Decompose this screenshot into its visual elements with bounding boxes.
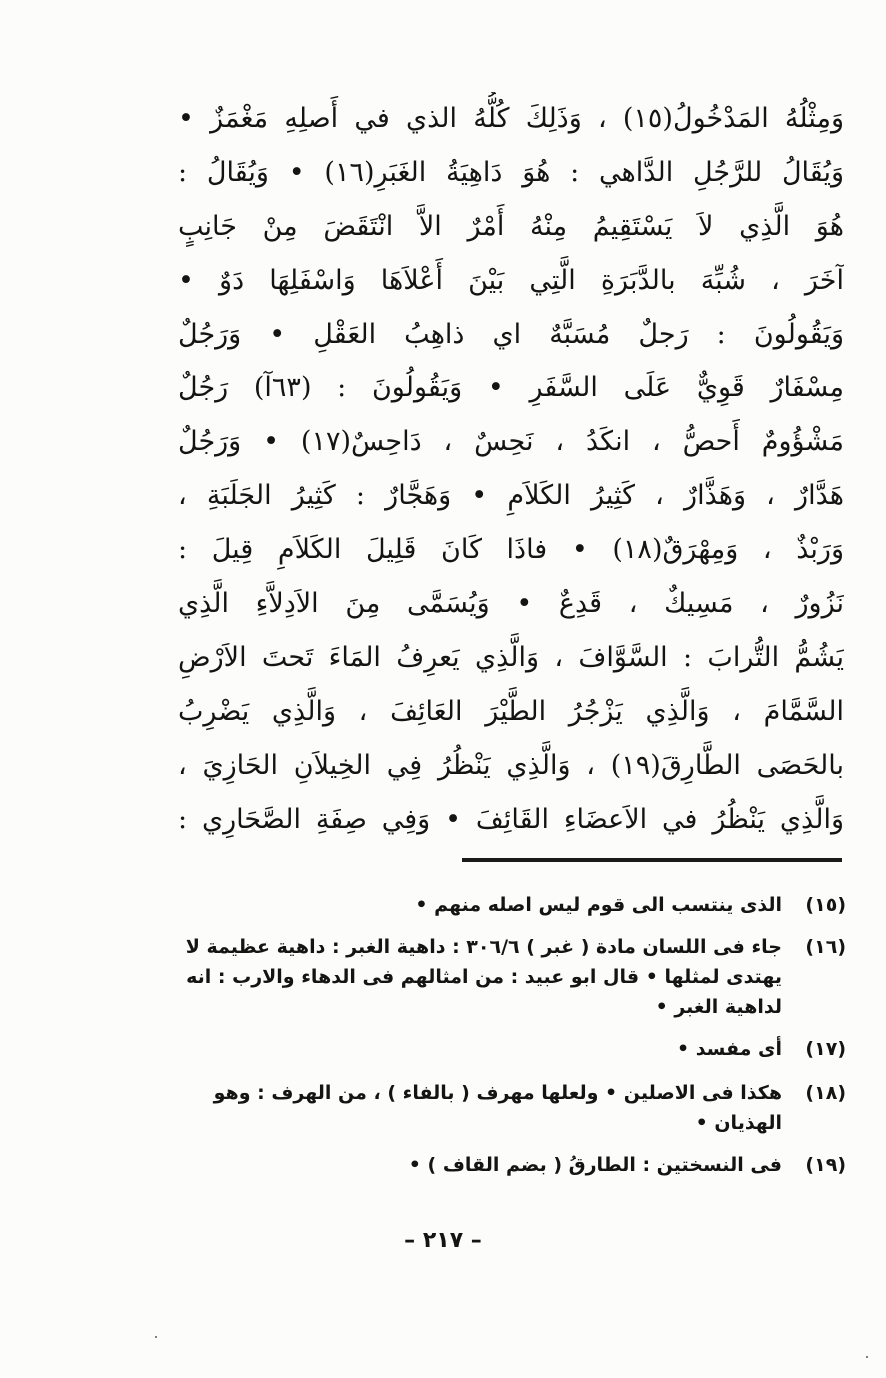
footnote-separator	[462, 858, 842, 862]
text-line: بالحَصَى الطَّارِقَ(١٩) ، وَالَّذِي يَنْظُرُ فِي الخِيلاَنِ الحَازِيَ ،	[178, 749, 844, 781]
text-line: نَزُورٌ ، مَسِيكٌ ، قَدِعٌ • وَيُسَمَّى مِنَ الاَدِلاَّءِ الَّذِي	[178, 588, 844, 620]
footnote-18	[178, 1078, 846, 1138]
footnote-text: هكذا فى الاصلين • ولعلها مهرف ( بالفاء ) ، من الهرف : وهو الهذيان •	[213, 1082, 782, 1134]
footnote-number: (١٥)	[805, 894, 846, 916]
text-line: يَشُمُّ التُّرابَ : السَّوَّافَ ، وَالَّذِي يَعرِفُ المَاءَ تَحتَ الاَرْضِ	[178, 641, 844, 673]
text-line: وَرَبْذٌ ، وَمِهْرَقٌ(١٨) • فاذَا كَانَ قَلِيلَ الكَلاَمِ قِيلَ :	[178, 534, 844, 566]
footnote-15	[178, 890, 846, 920]
footnote-text: أى مفسد •	[676, 1038, 782, 1060]
footnote-17	[178, 1034, 846, 1064]
footnote-number: (١٨)	[805, 1082, 846, 1104]
page-number: – ٢١٧ –	[404, 1228, 482, 1253]
text-line: هُوَ الَّذِي لاَ يَسْتَقِيمُ مِنْهُ أَمْرٌ الاَّ انْتَقَضَ مِنْ جَانِبٍ	[178, 210, 844, 242]
footnote-text: جاء فى اللسان مادة ( غبر ) ٣٠٦/٦ : داهية الغبر : داهية عظيمة لا يهتدى لمثلها • قال ابو عبيد : من امثالهم فى الدهاء والارب : انه لداهية الغبر •	[185, 936, 782, 1018]
footnote-number: (١٧)	[805, 1038, 846, 1060]
footnote-number: (١٦)	[805, 936, 846, 958]
scan-speck	[155, 1336, 157, 1338]
scan-speck	[866, 1356, 868, 1358]
footnote-text: الذى ينتسب الى قوم ليس اصله منهم •	[415, 894, 782, 916]
text-line: السَّمَّامَ ، وَالَّذِي يَزْجُرُ الطَّيْرَ العَائِفَ ، وَالَّذِي يَضْرِبُ	[178, 695, 844, 727]
text-line: آخَرَ ، شُبِّهَ بالدَّبَرَةِ الَّتِي بَيْنَ أَعْلاَهَا وَاسْفَلِهَا دَوٌ •	[178, 264, 844, 296]
footnote-19	[178, 1150, 846, 1180]
main-text	[178, 92, 844, 846]
footnote-number: (١٩)	[805, 1154, 846, 1176]
text-line: وَالَّذِي يَنْظُرُ في الاَعضَاءِ القَائِفَ • وَفِي صِفَةِ الصَّحَارِي :	[178, 803, 844, 835]
text-line: وَمِثْلُهُ المَدْخُولُ(١٥) ، وَذَلِكَ كُلُّهُ الذي في أَصلِهِ مَغْمَزٌ •	[178, 103, 844, 134]
text-line: وَيُقَالُ للرَّجُلِ الدَّاهي : هُوَ دَاهِيَةُ الغَبَرِ(١٦) • وَيُقَالُ :	[178, 156, 844, 188]
text-line: مِسْفَارٌ قَوِيٌّ عَلَى السَّفَرِ • وَيَقُولُونَ : (٦٣آ) رَجُلٌ	[178, 372, 844, 404]
footnote-16	[178, 932, 846, 1022]
text-line: مَشْؤُومٌ أَحصُّ ، انكَدُ ، نَحِسٌ ، دَاحِسٌ(١٧) • وَرَجُلٌ	[178, 426, 844, 458]
text-line: هَدَّارٌ ، وَهَذَّارٌ ، كَثِيرُ الكَلاَمِ • وَهَجَّارٌ : كَثِيرُ الجَلَبَةِ ،	[178, 480, 844, 512]
footnotes	[178, 890, 846, 1180]
footnote-text: فى النسختين : الطارقُ ( بضم القاف ) •	[408, 1154, 782, 1176]
text-line: وَيَقُولُونَ : رَجلٌ مُسَبَّهٌ اي ذاهِبُ العَقْلِ • وَرَجُلٌ	[178, 318, 844, 350]
